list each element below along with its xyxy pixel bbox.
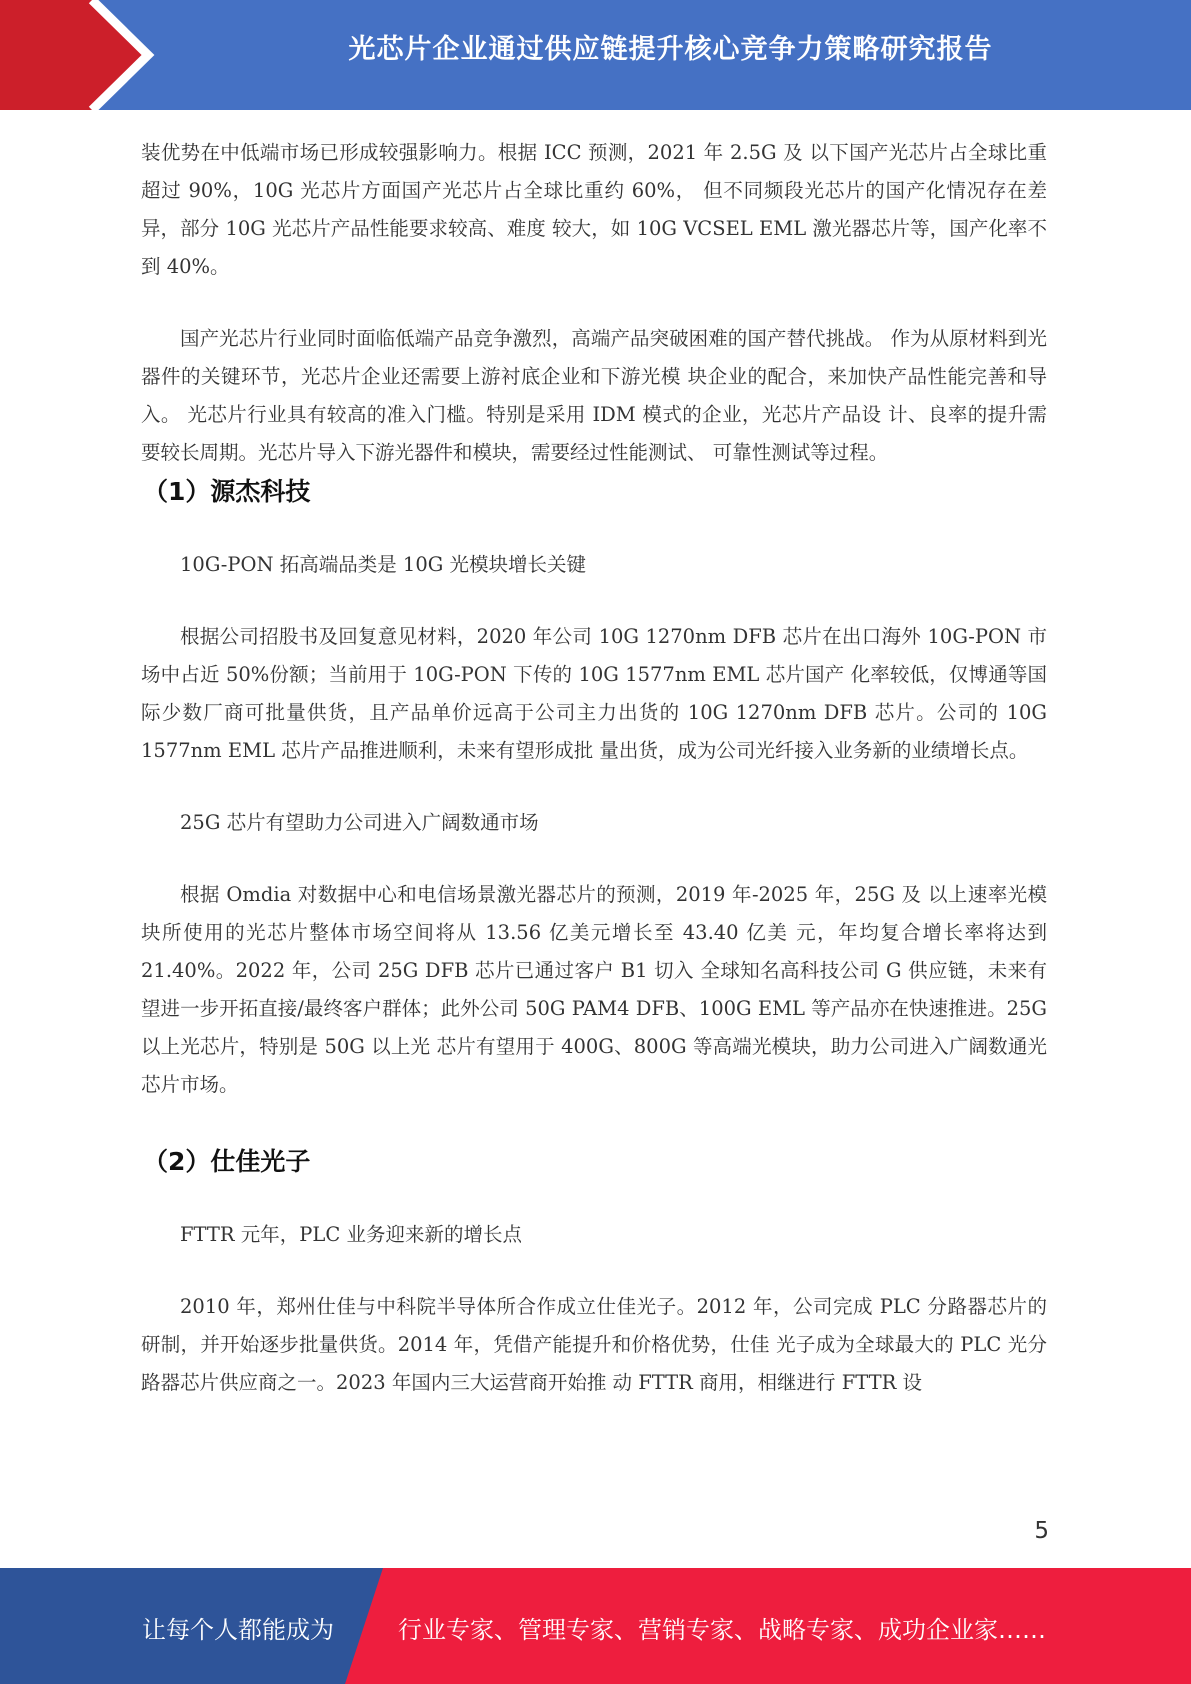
paragraph-shijia-history: 2010 年，郑州仕佳与中科院半导体所合作成立仕佳光子。2012 年，公司完成 PLC 分路器芯片的研制，并开始逐步批量供货。2014 年，凭借产能提升和价格优势，仕佳 光子成为全球最大的 PLC 光分路器芯片供应商之一。2023 年国内三大运营商开始推 动 FTTR 商用，相继进行 FTTR 设 <box>141 1295 1047 1394</box>
footer-slogan-left: 让每个人都能成为 <box>142 1616 334 1644</box>
subheading-10g-pon: 10G-PON 拓高端品类是 10G 光模块增长关键 <box>180 553 586 576</box>
paragraph-25g-chip: 根据 Omdia 对数据中心和电信场景激光器芯片的预测，2019 年-2025 年，25G 及 以上速率光模块所使用的光芯片整体市场空间将从 13.56 亿美元增长至 43.40 亿美 元，年均复合增长率将达到 21.40%。2022 年，公司 25G DFB 芯片已通过客户 B1 切入 全球知名高科技公司 G 供应链，未来有望进一步开拓直接/最终客户群体；此外公司 50G PAM4 DFB、100G EML 等产品亦在快速推进。25G 以上光芯片，特别是 50G 以上光 芯片有望用于 400G、800G 等高端光模块，助力公司进入广阔数通光芯片市场。 <box>141 883 1047 1096</box>
subheading-fttr: FTTR 元年，PLC 业务迎来新的增长点 <box>180 1223 522 1246</box>
paragraph-intro-continued: 装优势在中低端市场已形成较强影响力。根据 ICC 预测，2021 年 2.5G 及 以下国产光芯片占全球比重超过 90%，10G 光芯片方面国产光芯片占全球比重约 60%， 但不同频段光芯片的国产化情况存在差异，部分 10G 光芯片产品性能要求较高、难度 较大，如 10G VCSEL EML 激光器芯片等，国产化率不到 40%。 <box>141 141 1047 278</box>
page-number: 5 <box>1034 1518 1049 1544</box>
subheading-25g-chip: 25G 芯片有望助力公司进入广阔数通市场 <box>180 811 539 834</box>
document-body <box>141 134 1047 1402</box>
paragraph-challenges: 国产光芯片行业同时面临低端产品竞争激烈，高端产品突破困难的国产替代挑战。 作为从原材料到光器件的关键环节，光芯片企业还需要上游衬底企业和下游光模 块企业的配合，来加快产品性能完善和导入。 光芯片行业具有较高的准入门槛。特别是采用 IDM 模式的企业，光芯片产品设 计、良率的提升需要较长周期。光芯片导入下游光器件和模块，需要经过性能测试、 可靠性测试等过程。 <box>141 327 1047 464</box>
page-footer <box>0 1568 1191 1684</box>
footer-slogan-right: 行业专家、管理专家、营销专家、战略专家、成功企业家…… <box>398 1616 1046 1644</box>
page-header <box>0 0 1191 110</box>
report-title: 光芯片企业通过供应链提升核心竞争力策略研究报告 <box>348 34 993 65</box>
header-chevron-decoration <box>0 0 160 110</box>
section-heading-yuanjie: （1）源杰科技 <box>143 477 311 506</box>
section-heading-shijia: （2）仕佳光子 <box>143 1147 311 1176</box>
paragraph-10g-pon: 根据公司招股书及回复意见材料，2020 年公司 10G 1270nm DFB 芯片在出口海外 10G-PON 市场中占近 50%份额；当前用于 10G-PON 下传的 10G 1577nm EML 芯片国产 化率较低，仅博通等国际少数厂商可批量供货，且产品单价远高于公司主力出货的 10G 1270nm DFB 芯片。公司的 10G 1577nm EML 芯片产品推进顺利，未来有望形成批 量出货，成为公司光纤接入业务新的业绩增长点。 <box>141 625 1047 762</box>
